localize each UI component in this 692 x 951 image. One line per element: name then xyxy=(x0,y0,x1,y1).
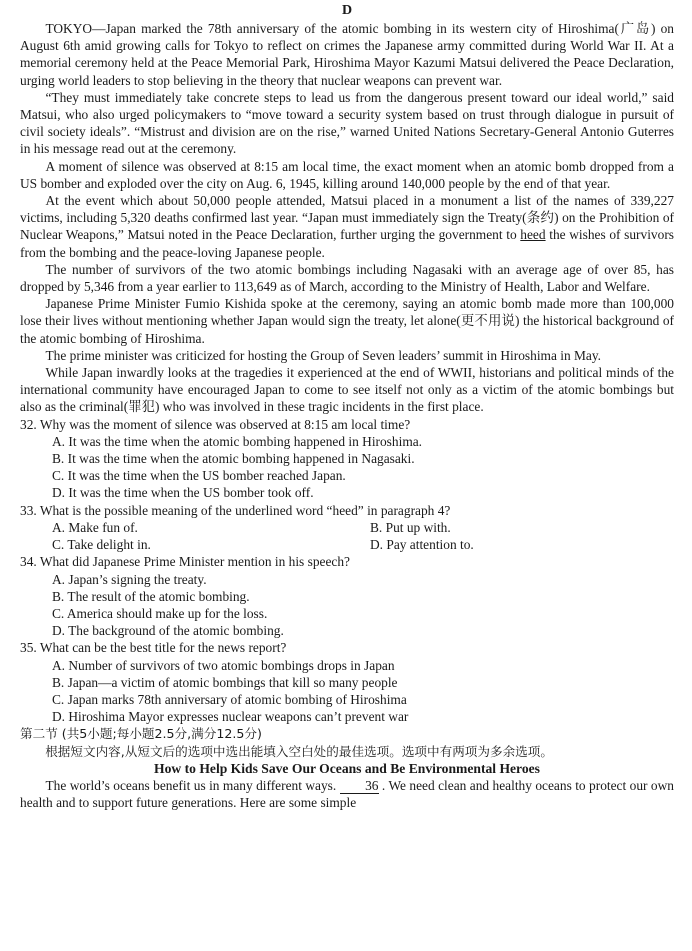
question-34-option-d: D. The background of the atomic bombing. xyxy=(52,623,284,639)
passage-paragraph-8: While Japan inwardly looks at the tragedies it experienced at the end of WWII, historians and political minds of the international community have encouraged Japan to come to see itself not only as a victim of the atomic bombings but also as the criminal(罪犯) who was involved in these tragic incidents in the first place. xyxy=(20,365,674,415)
question-35-option-c: C. Japan marks 78th anniversary of atomic bombing of Hiroshima xyxy=(52,691,407,707)
paragraph-4-text-start: At the event which about 50,000 people attended, Matsui placed in a monument a list of the names of 339,227 victims, including 5,320 deaths confirmed last year. “Japan must immediately sign the Treaty(条约) on the Prohibition of Nuclear Weapons,” Matsui noted in the Peace Declaration, further urging the government to xyxy=(20,193,674,243)
question-35-option-a: A. Number of survivors of two atomic bombings drops in Japan xyxy=(52,657,395,673)
part-2-passage-title: How to Help Kids Save Our Oceans and Be Environmental Heroes xyxy=(154,760,540,776)
passage-paragraph-5: The number of survivors of the two atomic bombings including Nagasaki with an average age of over 85, has dropped by 5,346 from a year earlier to 113,649 as of March, according to the Ministry of Health, Labor and Welfare. xyxy=(20,261,674,295)
question-35-stem: 35. What can be the best title for the news report? xyxy=(20,640,287,656)
passage-paragraph-1: TOKYO—Japan marked the 78th anniversary of the atomic bombing in its western city of Hiroshima(广岛) on August 6th amid growing calls for Tokyo to reflect on crimes the Japanese army committed during World War II. At a memorial ceremony held at the Peace Memorial Park, Hiroshima Mayor Kazumi Matsui delivered the Peace Declaration, urging world leaders to stop believing in the theory that nuclear weapons can prevent war. xyxy=(20,21,674,88)
question-33-options-row-1 xyxy=(20,519,674,536)
part-2-instruction: 根据短文内容,从短文后的选项中选出能填入空白处的最佳选项。选项中有两项为多余选项。 xyxy=(45,743,553,759)
question-32-stem: 32. Why was the moment of silence was observed at 8:15 am local time? xyxy=(20,416,411,432)
passage-paragraph-6: Japanese Prime Minister Fumio Kishida spoke at the ceremony, saying an atomic bomb made more than 100,000 lose their lives without mentioning whether Japan would sign the treaty, let alone(更不用说) the historical background of the atomic bombing of Hiroshima. xyxy=(20,296,674,346)
answer-blank-36[interactable]: 36 xyxy=(340,779,379,794)
question-34-option-b: B. The result of the atomic bombing. xyxy=(52,588,250,604)
part-2-intro-text-end: . We need clean and healthy oceans to protect our own health and to support future generations. Here are some simple xyxy=(20,777,674,811)
part-2-intro-text-start: The world’s oceans benefit us in many different ways. xyxy=(45,777,340,793)
paragraph-4-text-end: the wishes of survivors from the bombing and the peace-loving Japanese people. xyxy=(20,227,674,260)
question-33-option-d: D. Pay attention to. xyxy=(370,537,474,553)
question-33-option-b: B. Put up with. xyxy=(370,519,451,535)
question-35 xyxy=(20,639,674,725)
question-34 xyxy=(20,553,674,639)
part-2-intro-paragraph xyxy=(20,777,674,811)
question-33-option-c: C. Take delight in. xyxy=(52,537,151,553)
question-32-option-b: B. It was the time when the atomic bombing happened in Nagasaki. xyxy=(52,451,415,467)
question-33-option-a: A. Make fun of. xyxy=(52,519,138,535)
question-34-option-a: A. Japan’s signing the treaty. xyxy=(52,571,207,587)
question-33-options-row-2 xyxy=(20,536,674,553)
question-32-option-d: D. It was the time when the US bomber took off. xyxy=(52,485,314,501)
question-32-option-a: A. It was the time when the atomic bombing happened in Hiroshima. xyxy=(52,433,423,449)
passage-paragraph-3: A moment of silence was observed at 8:15 am local time, the exact moment when an atomic bomb dropped from a US bomber and exploded over the city on Aug. 6, 1945, killing around 140,000 people by the end of that year. xyxy=(20,158,674,191)
passage-paragraph-4 xyxy=(20,192,674,261)
question-32-option-c: C. It was the time when the US bomber reached Japan. xyxy=(52,468,346,484)
question-33-stem: 33. What is the possible meaning of the underlined word “heed” in paragraph 4? xyxy=(20,502,451,518)
question-35-option-d: D. Hiroshima Mayor expresses nuclear weapons can’t prevent war xyxy=(52,709,409,725)
question-34-stem: 34. What did Japanese Prime Minister mention in his speech? xyxy=(20,554,350,570)
question-32 xyxy=(20,416,674,502)
passage-paragraph-7: The prime minister was criticized for hosting the Group of Seven leaders’ summit in Hiroshima in May. xyxy=(45,347,602,363)
passage-paragraph-2: “They must immediately take concrete steps to lead us from the dangerous present toward our ideal world,” said Matsui, who also urged policymakers to “move toward a security system based on trust through dialogue in pursuit of civil society ideals”. “Mistrust and division are on the rise,” warned United Nations Secretary-General Antonio Guterres in his message read out at the ceremony. xyxy=(20,89,674,157)
question-34-option-c: C. America should make up for the loss. xyxy=(52,605,268,621)
part-2-heading: 第二节 (共5小题;每小题2.5分,满分12.5分) xyxy=(20,726,262,742)
reading-passage xyxy=(20,20,674,416)
underlined-word-heed: heed xyxy=(520,227,546,243)
section-label: D xyxy=(341,3,353,18)
question-35-option-b: B. Japan—a victim of atomic bombings that kill so many people xyxy=(52,674,398,690)
question-33 xyxy=(20,502,674,554)
part-2-section xyxy=(20,725,674,811)
